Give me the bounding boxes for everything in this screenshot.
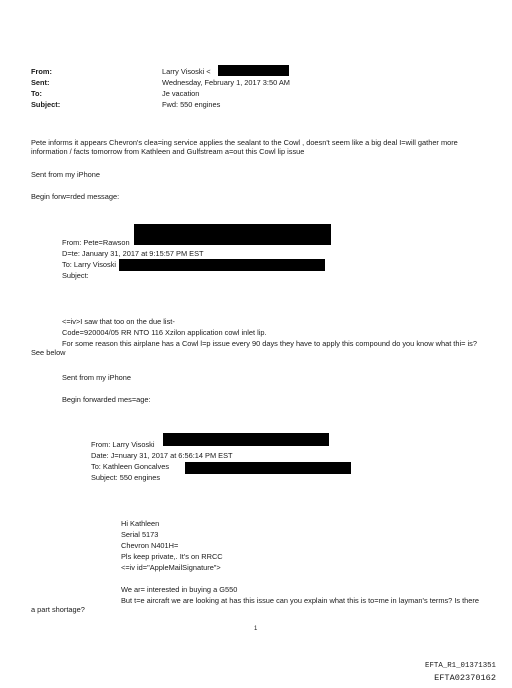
fwd1-sent-from: Sent from my iPhone bbox=[62, 373, 132, 382]
bates-number-1: EFTA_R1_01371351 bbox=[425, 662, 496, 670]
fwd1-from: From: Pete=Rawson bbox=[62, 238, 130, 247]
fwd1-date: D=te: January 31, 2017 at 9:15:57 PM EST bbox=[62, 249, 204, 258]
redaction-box bbox=[185, 462, 351, 474]
fwd1-subject: Subject: bbox=[62, 271, 89, 280]
to-label: To: bbox=[31, 89, 42, 98]
redaction-box bbox=[119, 259, 325, 271]
sent-from-text: Sent from my iPhone bbox=[31, 170, 101, 179]
fwd2-serial: Serial 5173 bbox=[121, 530, 159, 539]
fwd1-to: To: Larry Visoski bbox=[62, 260, 117, 269]
fwd2-date: Date: J=nuary 31, 2017 at 6:56:14 PM EST bbox=[91, 451, 233, 460]
fwd2-from: From: Larry Visoski bbox=[91, 440, 155, 449]
fwd1-line-2: Code=920004/05 RR NTO 116 Xzilon application cowl inlet lip. bbox=[62, 328, 267, 337]
fwd1-begin-forwarded: Begin forwarded mes=age: bbox=[62, 395, 151, 404]
subject-label: Subject: bbox=[31, 100, 61, 109]
begin-forwarded-text: Begin forw=rded message: bbox=[31, 192, 120, 201]
fwd2-subject: Subject: 550 engines bbox=[91, 473, 161, 482]
fwd1-line-3: For some reason this airplane has a Cowl l=p issue every 90 days they have to apply this compound do you know what thi= is? See below bbox=[31, 339, 477, 358]
fwd2-signature: <=iv id="AppleMailSignature"> bbox=[121, 563, 221, 572]
fwd2-line-2: But t=e aircraft we are looking at has this issue can you explain what this is to=me in layman's terms? Is there a part shortage? bbox=[31, 596, 479, 615]
fwd2-tail: Chevron N401H= bbox=[121, 541, 179, 550]
fwd2-line-1: We ar= interested in buying a G550 bbox=[121, 585, 238, 594]
from-value: Larry Visoski < bbox=[162, 67, 211, 76]
redaction-box bbox=[134, 224, 331, 245]
fwd2-private: Pls keep private,. It's on RRCC bbox=[121, 552, 223, 561]
sent-label: Sent: bbox=[31, 78, 50, 87]
sent-value: Wednesday, February 1, 2017 3:50 AM bbox=[162, 78, 290, 87]
from-label: From: bbox=[31, 67, 52, 76]
redaction-box bbox=[218, 65, 289, 76]
fwd2-greeting: Hi Kathleen bbox=[121, 519, 160, 528]
subject-value: Fwd: 550 engines bbox=[162, 100, 221, 109]
fwd2-to: To: Kathleen Goncalves bbox=[91, 462, 170, 471]
fwd1-line-1: <=iv>I saw that too on the due list- bbox=[62, 317, 175, 326]
page-number: 1 bbox=[254, 626, 258, 632]
redaction-box bbox=[163, 433, 329, 446]
body-paragraph: Pete informs it appears Chevron's clea=ing service applies the sealant to the Cowl , doesn't seem like a big deal I=will gather more information / facts tomorrow from Kathleen and Gulfstream a=out this Cowl lip issue bbox=[31, 138, 458, 157]
bates-number-2: EFTA02370162 bbox=[434, 673, 496, 683]
to-value: Je vacation bbox=[162, 89, 200, 98]
